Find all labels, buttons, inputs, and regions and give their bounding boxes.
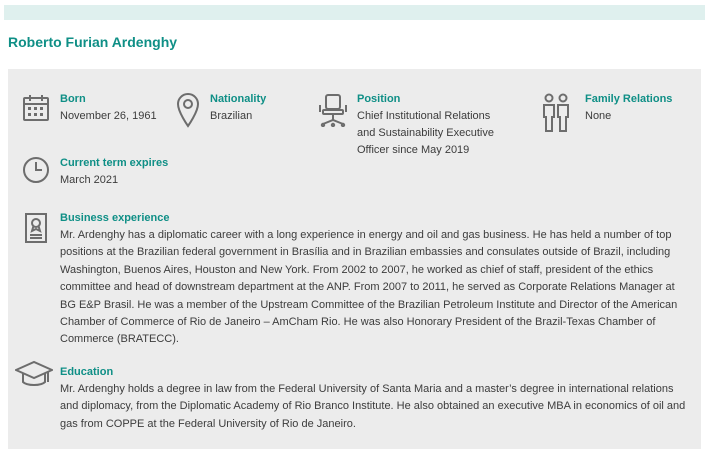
family-label: Family Relations: [585, 93, 673, 105]
term-value: March 2021: [60, 174, 119, 186]
education-line: Mr. Ardenghy holds a degree in law from the Federal University of Santa Maria and a master’s degree in international relations: [60, 383, 674, 395]
position-line: Chief Institutional Relations: [357, 110, 491, 122]
position-value: [357, 108, 494, 159]
position-line: and Sustainability Executive: [357, 127, 494, 139]
position-label: Position: [357, 93, 401, 105]
business-line: Washington, Buenos Aires, Houston and New York. From 2002 to 2007, he worked as chief of staff, president of the ethics: [60, 263, 654, 276]
business-line: Commerce (BRATECC).: [60, 333, 179, 346]
business-line: Chamber of Commerce of Rio de Janeiro – AmCham Rio. He was also Honorary President of the Brazil-Texas Chamber of: [60, 316, 656, 329]
people-icon: [541, 93, 571, 133]
business-label: Business experience: [60, 212, 170, 224]
born-value: November 26, 1961: [60, 110, 157, 122]
calendar-icon: [22, 94, 50, 122]
graduation-cap-icon: [15, 360, 53, 388]
clock-icon: [22, 156, 50, 184]
certificate-icon: [24, 212, 48, 244]
education-label: Education: [60, 366, 114, 378]
location-pin-icon: [176, 92, 200, 128]
education-line: gas from COPPE at the Federal University of Rio de Janeiro.: [60, 417, 356, 430]
nationality-label: Nationality: [210, 93, 267, 105]
business-line: BG E&P Brasil. He was a member of the Upstream Committee of the Brazilian Petroleum Institute and Director of the American: [60, 298, 678, 311]
office-chair-icon: [318, 93, 348, 127]
business-line: committee and head of downstream department at the ANP. From 2007 to 2011, he served as Corporate Relations Manager at: [60, 281, 675, 294]
term-label: Current term expires: [60, 157, 169, 169]
person-name: Roberto Furian Ardenghy: [8, 34, 178, 50]
business-line: positions at the Brazilian federal government in Brasília and in Brazilian embassies and consulates outside of Brazil, including: [60, 246, 671, 259]
education-text: [60, 381, 700, 433]
position-line: Officer since May 2019: [357, 144, 470, 156]
top-bar: [4, 5, 705, 20]
business-text: [60, 227, 700, 349]
family-value: None: [585, 110, 612, 122]
business-line: Mr. Ardenghy has a diplomatic career with a long experience in energy and oil and gas business. He has held a number of top: [60, 229, 672, 241]
nationality-value: Brazilian: [210, 110, 253, 122]
education-line: and diplomacy, from the Diplomatic Academy of Rio Branco Institute. He also obtained an executive MBA in economics of oil and: [60, 400, 686, 413]
born-label: Born: [60, 93, 86, 105]
